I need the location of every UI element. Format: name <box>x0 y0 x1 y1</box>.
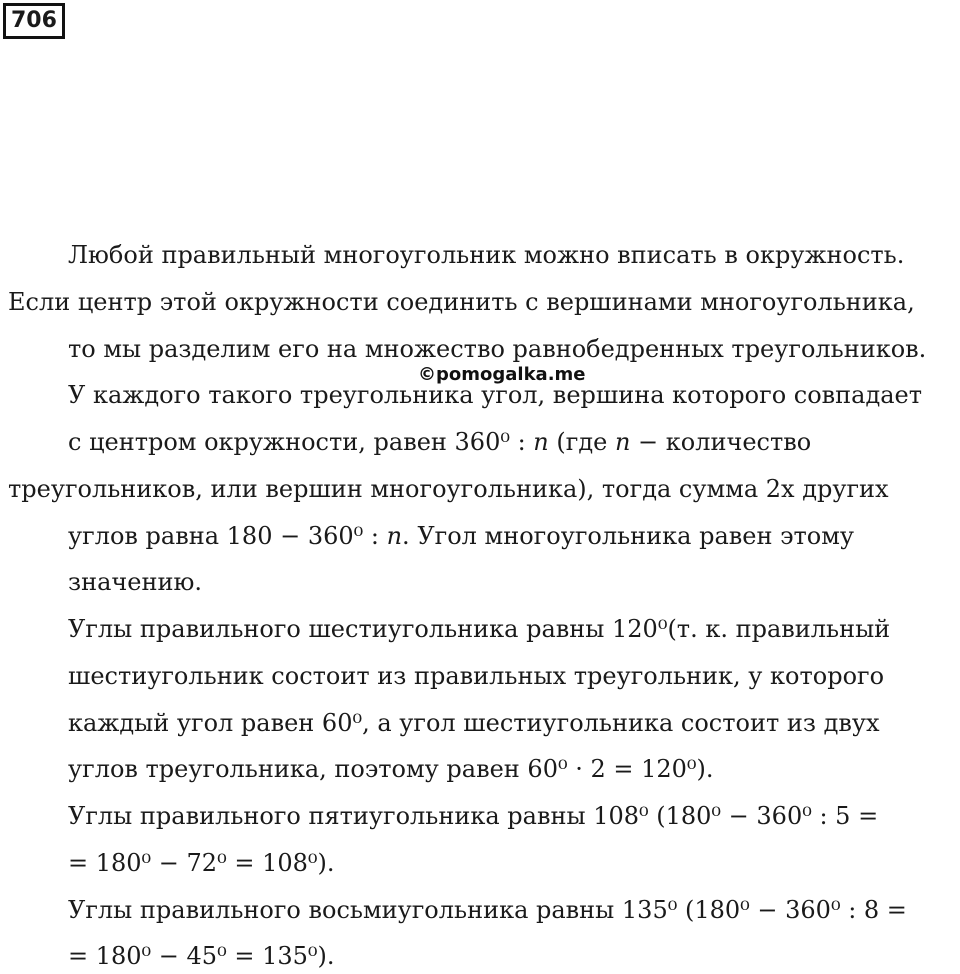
watermark: ©pomogalka.me <box>418 364 586 385</box>
text-line-4: У каждого такого треугольника угол, вершина которого совпадает <box>68 381 923 409</box>
problem-number: 706 <box>3 3 65 39</box>
text-line-5: с центром окружности, равен 360⁰ : 𝑛 (где 𝑛 − количество <box>68 428 812 456</box>
text-line-3: то мы разделим его на множество равнобедренных треугольников. <box>68 335 927 363</box>
text-line-8: значению. <box>68 568 202 596</box>
text-line-9: Углы правильного шестиугольника равны 120⁰(т. к. правильный <box>68 615 891 643</box>
text-line-13: Углы правильного пятиугольника равны 108⁰ (180⁰ − 360⁰ : 5 = <box>68 802 879 830</box>
text-line-2: Если центр этой окружности соединить с вершинами многоугольника, <box>8 288 915 316</box>
text-line-10: шестиугольник состоит из правильных треугольник, у которого <box>68 662 885 690</box>
text-line-16: = 180⁰ − 45⁰ = 135⁰). <box>68 942 335 970</box>
text-line-6: треугольников, или вершин многоугольника), тогда сумма 2х других <box>8 475 889 503</box>
text-line-12: углов треугольника, поэтому равен 60⁰ · 2 = 120⁰). <box>68 755 714 783</box>
text-line-7: углов равна 180 − 360⁰ : 𝑛. Угол многоугольника равен этому <box>68 522 855 550</box>
text-line-1: Любой правильный многоугольник можно вписать в окружность. <box>68 241 905 269</box>
text-line-15: Углы правильного восьмиугольника равны 135⁰ (180⁰ − 360⁰ : 8 = <box>68 896 907 924</box>
text-line-14: = 180⁰ − 72⁰ = 108⁰). <box>68 849 335 877</box>
text-line-11: каждый угол равен 60⁰, а угол шестиугольника состоит из двух <box>68 709 880 737</box>
